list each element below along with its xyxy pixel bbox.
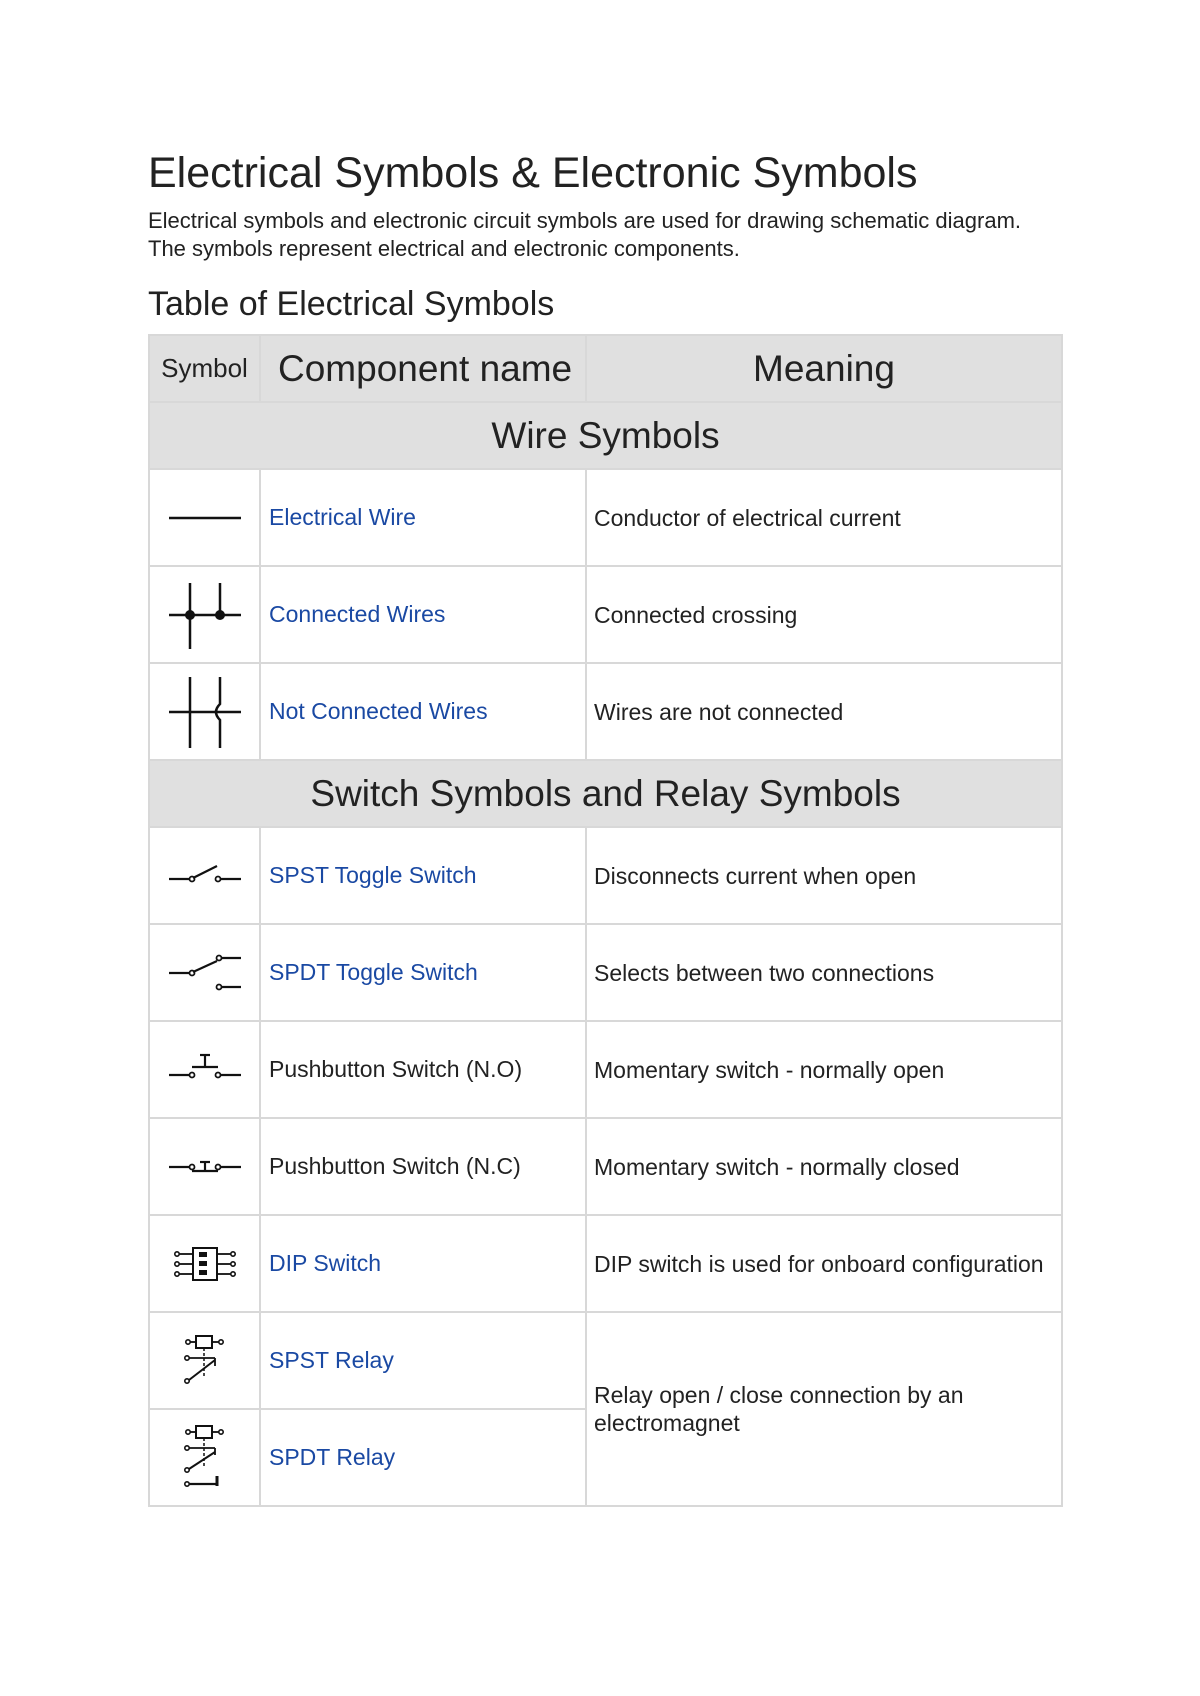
section-title-switch: Switch Symbols and Relay Symbols bbox=[149, 760, 1062, 827]
symbol-cell bbox=[149, 469, 260, 566]
component-link-connected-wires[interactable]: Connected Wires bbox=[269, 601, 446, 628]
spdt-toggle-switch-icon bbox=[151, 943, 258, 1003]
meaning-cell: Conductor of electrical current bbox=[586, 469, 1062, 566]
component-link-spdt-relay[interactable]: SPDT Relay bbox=[269, 1444, 396, 1471]
component-name-cell bbox=[260, 924, 586, 1021]
symbols-table bbox=[148, 334, 1063, 1507]
meaning-cell: Momentary switch - normally open bbox=[586, 1021, 1062, 1118]
section-row-wire bbox=[149, 402, 1062, 469]
table-row bbox=[149, 1021, 1062, 1118]
component-link-not-connected-wires[interactable]: Not Connected Wires bbox=[269, 698, 488, 725]
content bbox=[148, 150, 1058, 1507]
symbol-cell bbox=[149, 663, 260, 760]
meaning-cell: Momentary switch - normally closed bbox=[586, 1118, 1062, 1215]
section-title-wire: Wire Symbols bbox=[149, 402, 1062, 469]
meaning-cell: Selects between two connections bbox=[586, 924, 1062, 1021]
component-name-cell bbox=[260, 663, 586, 760]
table-row bbox=[149, 663, 1062, 760]
component-link-spst-toggle-switch[interactable]: SPST Toggle Switch bbox=[269, 862, 477, 889]
component-name-pushbutton-nc: Pushbutton Switch (N.C) bbox=[269, 1153, 521, 1180]
meaning-cell-relay: Relay open / close connection by an electromagnet bbox=[586, 1312, 1062, 1506]
meaning-cell: DIP switch is used for onboard configuration bbox=[586, 1215, 1062, 1312]
spdt-relay-icon bbox=[151, 1418, 258, 1498]
pushbutton-nc-icon bbox=[151, 1142, 258, 1192]
table-row bbox=[149, 1215, 1062, 1312]
symbol-cell bbox=[149, 1409, 260, 1506]
component-name-cell bbox=[260, 469, 586, 566]
symbol-cell bbox=[149, 1312, 260, 1409]
component-name-cell bbox=[260, 1215, 586, 1312]
dip-switch-icon bbox=[151, 1239, 258, 1289]
meaning-cell: Wires are not connected bbox=[586, 663, 1062, 760]
symbol-cell bbox=[149, 1118, 260, 1215]
spst-toggle-switch-icon bbox=[151, 851, 258, 901]
header-meaning: Meaning bbox=[586, 335, 1062, 402]
component-name-cell bbox=[260, 1409, 586, 1506]
table-row bbox=[149, 1118, 1062, 1215]
component-link-spdt-toggle-switch[interactable]: SPDT Toggle Switch bbox=[269, 959, 478, 986]
header-component-name: Component name bbox=[260, 335, 586, 402]
component-name-cell bbox=[260, 566, 586, 663]
header-symbol: Symbol bbox=[149, 335, 260, 402]
table-row bbox=[149, 566, 1062, 663]
pushbutton-no-icon bbox=[151, 1045, 258, 1095]
electrical-wire-icon bbox=[151, 493, 258, 543]
meaning-cell: Connected crossing bbox=[586, 566, 1062, 663]
component-name-cell bbox=[260, 1312, 586, 1409]
table-row bbox=[149, 827, 1062, 924]
symbol-cell bbox=[149, 1215, 260, 1312]
connected-wires-icon bbox=[151, 575, 258, 655]
spst-relay-icon bbox=[151, 1326, 258, 1396]
component-link-electrical-wire[interactable]: Electrical Wire bbox=[269, 504, 416, 531]
table-heading: Table of Electrical Symbols bbox=[148, 285, 555, 324]
table-header-row bbox=[149, 335, 1062, 402]
symbol-cell bbox=[149, 566, 260, 663]
intro-line-1: Electrical symbols and electronic circuit symbols are used for drawing schematic diagram. bbox=[148, 208, 1022, 234]
table-row bbox=[149, 469, 1062, 566]
component-name-cell bbox=[260, 827, 586, 924]
component-link-dip-switch[interactable]: DIP Switch bbox=[269, 1250, 382, 1277]
component-link-spst-relay[interactable]: SPST Relay bbox=[269, 1347, 394, 1374]
component-name-pushbutton-no: Pushbutton Switch (N.O) bbox=[269, 1056, 523, 1083]
component-name-cell bbox=[260, 1021, 586, 1118]
symbol-cell bbox=[149, 827, 260, 924]
table-row bbox=[149, 1312, 1062, 1409]
table-row bbox=[149, 924, 1062, 1021]
section-row-switch bbox=[149, 760, 1062, 827]
component-name-cell bbox=[260, 1118, 586, 1215]
not-connected-wires-icon bbox=[151, 672, 258, 752]
intro-line-2: The symbols represent electrical and electronic components. bbox=[148, 236, 740, 262]
meaning-cell: Disconnects current when open bbox=[586, 827, 1062, 924]
symbol-cell bbox=[149, 924, 260, 1021]
symbol-cell bbox=[149, 1021, 260, 1118]
page-title: Electrical Symbols & Electronic Symbols bbox=[148, 149, 918, 197]
